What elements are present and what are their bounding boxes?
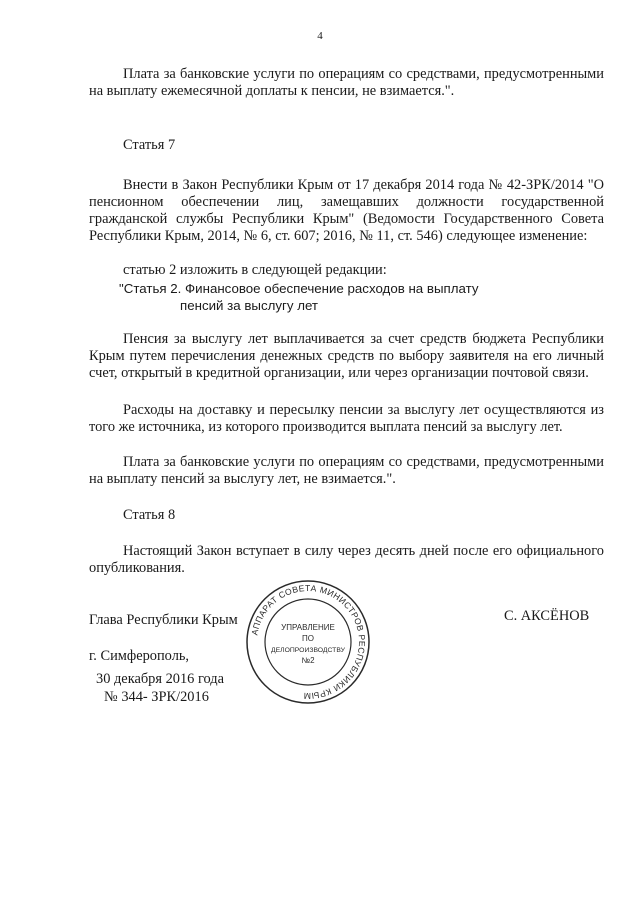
stamp-ring-text: АППАРАТ СОВЕТА МИНИСТРОВ РЕСПУБЛИКИ КРЫМ bbox=[249, 582, 368, 702]
stamp-line-1: УПРАВЛЕНИЕ bbox=[281, 623, 335, 632]
paragraph-pension-payment: Пенсия за выслугу лет выплачивается за счет средств бюджета Республики Крым путем перечисления денежных средств по выбору заявителя на его личный счет, открытый в кредитной организации, или через организации почтовой связи. bbox=[89, 331, 604, 381]
paragraph-fee-monthly: Плата за банковские услуги по операциям со средствами, предусмотренными на выплату ежемесячной доплаты к пенсии, не взимается.". bbox=[89, 66, 604, 99]
page-number: 4 bbox=[317, 30, 323, 42]
paragraph-fee-long-service: Плата за банковские услуги по операциям со средствами, предусмотренными на выплату пенсий за выслугу лет, не взимается.". bbox=[89, 454, 604, 487]
signature-date: 30 декабря 2016 года bbox=[96, 671, 225, 687]
quoted-article-title-line-2: пенсий за выслугу лет bbox=[180, 298, 318, 313]
paragraph-article-7-item: статью 2 изложить в следующей редакции: bbox=[123, 262, 387, 278]
signature-name: С. АКСЁНОВ bbox=[504, 608, 590, 624]
official-stamp bbox=[244, 578, 372, 706]
signature-city: г. Симферополь, bbox=[89, 648, 190, 664]
article-7-heading: Статья 7 bbox=[123, 137, 176, 153]
paragraph-article-7-intro: Внести в Закон Республики Крым от 17 декабря 2014 года № 42-ЗРК/2014 "О пенсионном обеспечении лиц, замещавших должности государственной гражданской службы Республики Крым" (Ведомости Государственного Совета Республики Крым, 2014, № 6, ст. 607; 2016, № 11, ст. 546) следующее изменение: bbox=[89, 177, 604, 244]
signature-position: Глава Республики Крым bbox=[89, 612, 238, 628]
quoted-article-title-line-1: "Статья 2. Финансовое обеспечение расходов на выплату bbox=[119, 281, 479, 296]
stamp-line-2: ПО bbox=[302, 634, 314, 643]
stamp-line-3: ДЕЛОПРОИЗВОДСТВУ bbox=[271, 647, 345, 654]
stamp-line-4: №2 bbox=[301, 656, 315, 665]
article-8-heading: Статья 8 bbox=[123, 507, 176, 523]
law-number: № 344- ЗРК/2016 bbox=[104, 689, 209, 705]
paragraph-delivery-costs: Расходы на доставку и пересылку пенсии за выслугу лет осуществляются из того же источника, из которого производится выплата пенсий за выслугу лет. bbox=[89, 402, 604, 435]
paragraph-article-8: Настоящий Закон вступает в силу через десять дней после его официального опубликования. bbox=[89, 543, 604, 576]
